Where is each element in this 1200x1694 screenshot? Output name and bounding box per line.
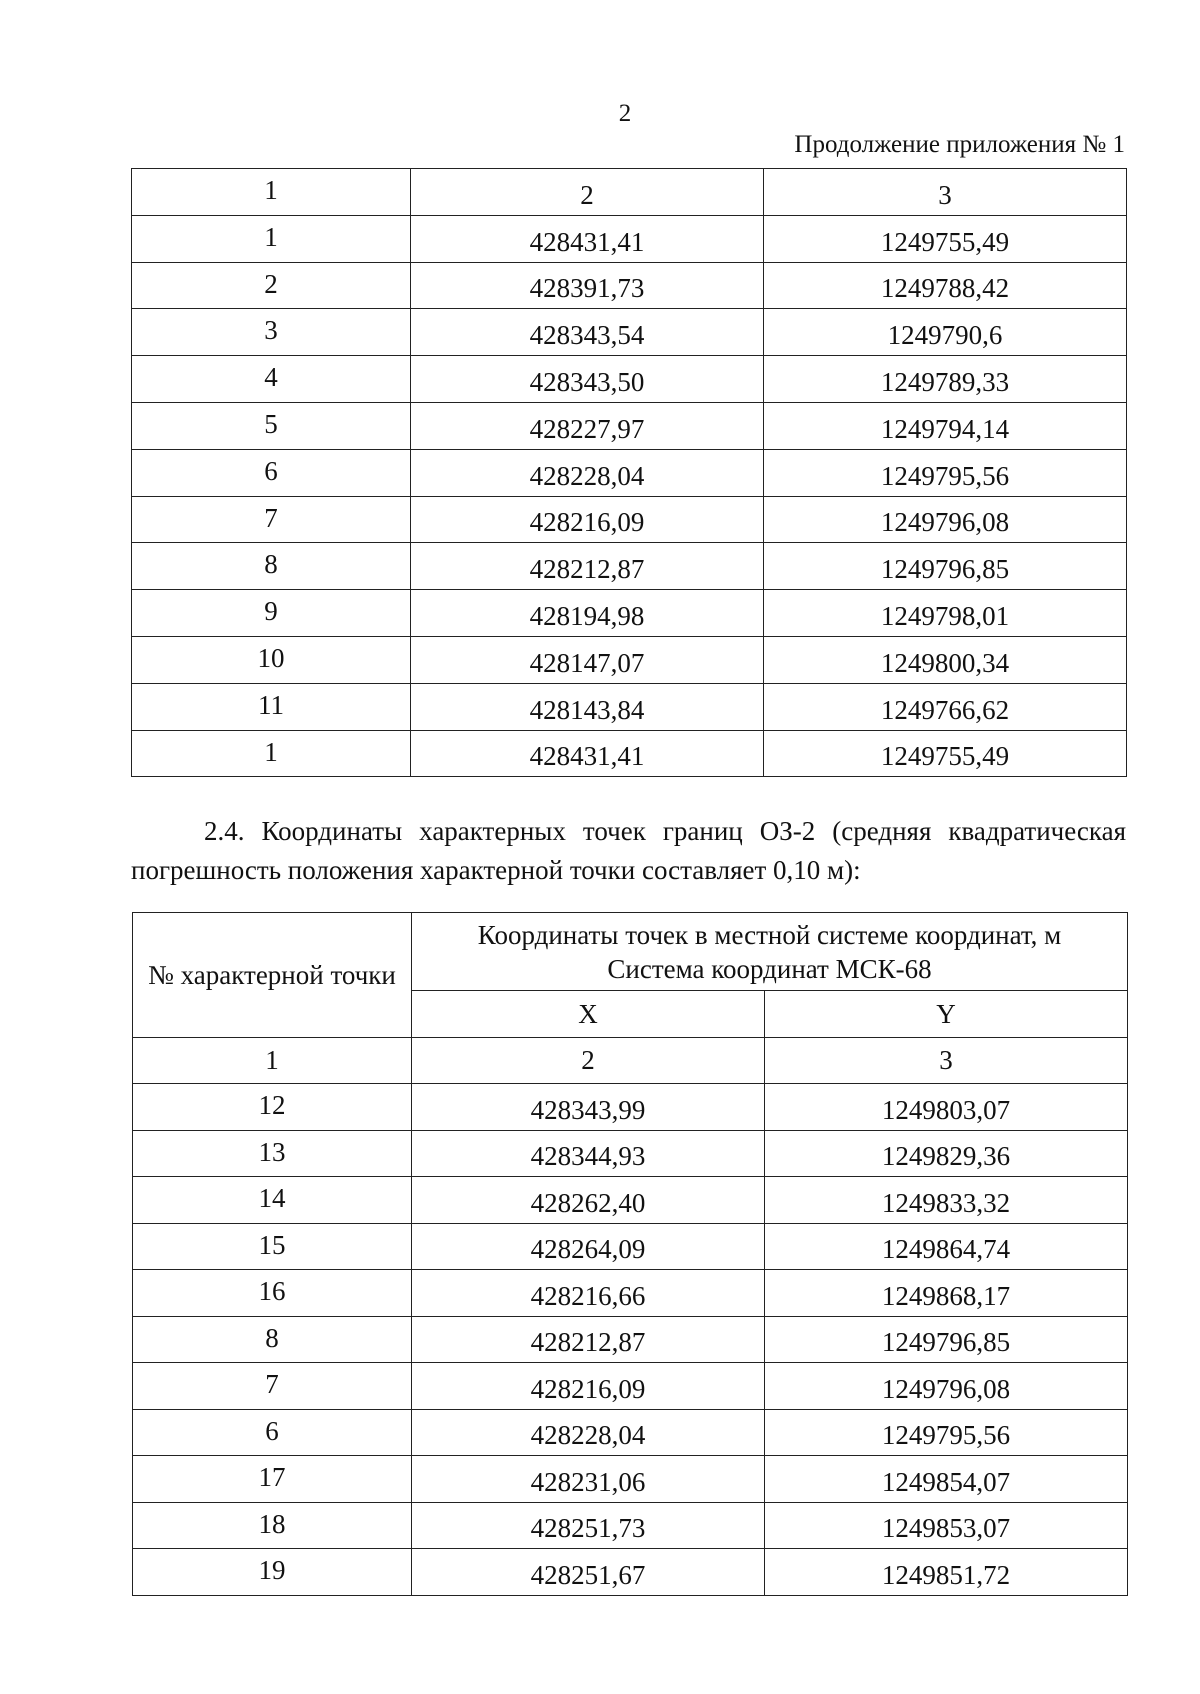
x-coordinate-cell: 428343,54: [411, 309, 764, 356]
y-coordinate-cell: 1249755,49: [764, 730, 1127, 777]
y-coordinate-cell: 1249851,72: [765, 1549, 1128, 1596]
point-number-cell: 19: [133, 1549, 412, 1596]
column-number-row: [133, 1038, 1128, 1084]
point-number-cell: 6: [132, 449, 411, 496]
point-number-cell: 9: [132, 590, 411, 637]
table-row: [133, 1456, 1128, 1503]
point-number-cell: 7: [133, 1363, 412, 1410]
x-coordinate-cell: 428216,66: [412, 1270, 765, 1317]
point-number-cell: 18: [133, 1502, 412, 1549]
point-number-cell: 14: [133, 1177, 412, 1224]
x-coordinate-cell: 428227,97: [411, 402, 764, 449]
table-row: [132, 730, 1127, 777]
column-number-cell: 2: [411, 169, 764, 216]
header-coordinates-line2: Система координат МСК-68: [607, 953, 932, 984]
x-coordinate-cell: 428344,93: [412, 1130, 765, 1177]
y-coordinate-cell: 1249795,56: [765, 1409, 1128, 1456]
table-row: [132, 356, 1127, 403]
y-coordinate-cell: 1249854,07: [765, 1456, 1128, 1503]
y-coordinate-cell: 1249794,14: [764, 402, 1127, 449]
y-coordinate-cell: 1249796,85: [765, 1316, 1128, 1363]
x-coordinate-cell: 428262,40: [412, 1177, 765, 1224]
x-coordinate-cell: 428391,73: [411, 262, 764, 309]
table-row: [132, 215, 1127, 262]
x-coordinate-cell: 428431,41: [411, 730, 764, 777]
section-paragraph: 2.4. Координаты характерных точек границ ОЗ-2 (средняя квадратическая погрешность положения характерной точки составляет 0,10 м):: [131, 816, 1126, 885]
x-coordinate-cell: 428251,73: [412, 1502, 765, 1549]
y-coordinate-cell: 1249833,32: [765, 1177, 1128, 1224]
y-coordinate-cell: 1249800,34: [764, 636, 1127, 683]
table-row: [132, 449, 1127, 496]
y-coordinate-cell: 1249803,07: [765, 1084, 1128, 1131]
x-coordinate-cell: 428231,06: [412, 1456, 765, 1503]
header-coordinates-line1: Координаты точек в местной системе координат, м: [477, 919, 1062, 950]
column-number-cell: 1: [132, 169, 411, 216]
y-coordinate-cell: 1249795,56: [764, 449, 1127, 496]
point-number-cell: 10: [132, 636, 411, 683]
point-number-cell: 16: [133, 1270, 412, 1317]
point-number-cell: 15: [133, 1223, 412, 1270]
x-coordinate-cell: 428143,84: [411, 683, 764, 730]
coordinates-table-1: [131, 168, 1127, 777]
table-row: [132, 309, 1127, 356]
point-number-cell: 13: [133, 1130, 412, 1177]
x-coordinate-cell: 428194,98: [411, 590, 764, 637]
page-number: 2: [618, 100, 632, 127]
column-number-cell: 3: [764, 169, 1127, 216]
table-row: [133, 1502, 1128, 1549]
table-row: [132, 636, 1127, 683]
y-coordinate-cell: 1249868,17: [765, 1270, 1128, 1317]
y-coordinate-cell: 1249796,08: [765, 1363, 1128, 1410]
header-coordinates: [412, 913, 1128, 991]
table-row: [133, 1223, 1128, 1270]
table-row: [133, 1130, 1128, 1177]
header-row: [133, 913, 1128, 991]
header-x: X: [412, 991, 765, 1038]
y-coordinate-cell: 1249796,85: [764, 543, 1127, 590]
x-coordinate-cell: 428264,09: [412, 1223, 765, 1270]
point-number-cell: 12: [133, 1084, 412, 1131]
x-coordinate-cell: 428431,41: [411, 215, 764, 262]
table-row: [133, 1549, 1128, 1596]
table-row: [132, 683, 1127, 730]
y-coordinate-cell: 1249755,49: [764, 215, 1127, 262]
point-number-cell: 4: [132, 356, 411, 403]
y-coordinate-cell: 1249864,74: [765, 1223, 1128, 1270]
point-number-cell: 2: [132, 262, 411, 309]
point-number-cell: 1: [132, 215, 411, 262]
y-coordinate-cell: 1249829,36: [765, 1130, 1128, 1177]
column-number-cell: 3: [765, 1038, 1128, 1084]
x-coordinate-cell: 428251,67: [412, 1549, 765, 1596]
coordinates-table-2: [132, 912, 1128, 1596]
x-coordinate-cell: 428212,87: [412, 1316, 765, 1363]
point-number-cell: 17: [133, 1456, 412, 1503]
x-coordinate-cell: 428216,09: [412, 1363, 765, 1410]
table-row: [133, 1363, 1128, 1410]
y-coordinate-cell: 1249853,07: [765, 1502, 1128, 1549]
x-coordinate-cell: 428343,99: [412, 1084, 765, 1131]
table-row: [133, 1270, 1128, 1317]
point-number-cell: 3: [132, 309, 411, 356]
y-coordinate-cell: 1249796,08: [764, 496, 1127, 543]
y-coordinate-cell: 1249790,6: [764, 309, 1127, 356]
x-coordinate-cell: 428216,09: [411, 496, 764, 543]
y-coordinate-cell: 1249766,62: [764, 683, 1127, 730]
header-point-number: № характерной точки: [133, 913, 412, 1038]
point-number-cell: 8: [132, 543, 411, 590]
point-number-cell: 1: [132, 730, 411, 777]
table-row: [133, 1177, 1128, 1224]
coordinates-table-1-body: [132, 169, 1127, 777]
point-number-cell: 6: [133, 1409, 412, 1456]
column-number-row: [132, 169, 1127, 216]
point-number-cell: 11: [132, 683, 411, 730]
table-row: [132, 590, 1127, 637]
continuation-note: Продолжение приложения № 1: [794, 131, 1125, 158]
table-row: [133, 1409, 1128, 1456]
header-y: Y: [765, 991, 1128, 1038]
table-row: [132, 402, 1127, 449]
x-coordinate-cell: 428228,04: [412, 1409, 765, 1456]
table-row: [132, 543, 1127, 590]
point-number-cell: 8: [133, 1316, 412, 1363]
point-number-cell: 7: [132, 496, 411, 543]
coordinates-table-2-body: [133, 913, 1128, 1596]
x-coordinate-cell: 428228,04: [411, 449, 764, 496]
x-coordinate-cell: 428343,50: [411, 356, 764, 403]
table-row: [133, 1316, 1128, 1363]
y-coordinate-cell: 1249788,42: [764, 262, 1127, 309]
point-number-cell: 5: [132, 402, 411, 449]
table-row: [132, 262, 1127, 309]
table-row: [132, 496, 1127, 543]
column-number-cell: 1: [133, 1038, 412, 1084]
x-coordinate-cell: 428147,07: [411, 636, 764, 683]
table-row: [133, 1084, 1128, 1131]
column-number-cell: 2: [412, 1038, 765, 1084]
y-coordinate-cell: 1249789,33: [764, 356, 1127, 403]
x-coordinate-cell: 428212,87: [411, 543, 764, 590]
y-coordinate-cell: 1249798,01: [764, 590, 1127, 637]
